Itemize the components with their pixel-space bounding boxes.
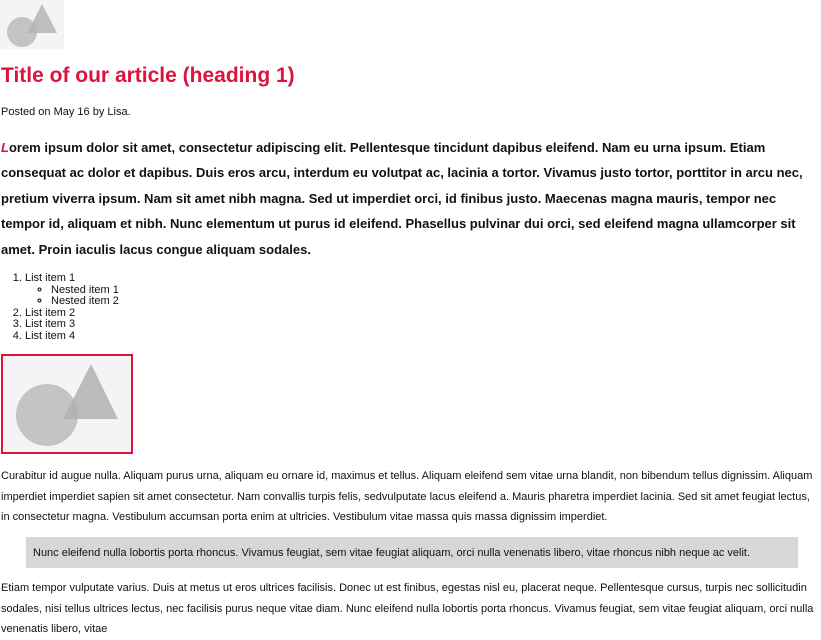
lead-paragraph: [1, 135, 819, 262]
lead-text: orem ipsum dolor sit amet, consectetur adipiscing elit. Pellentesque tincidunt dapibus eleifend. Nam eu urna ipsum. Etiam consequat ac dolor et dapibus. Duis eros arcu, interdum eu volutpat ac, lacinia a tortor. Vivamus justo tortor, porttitor in arcu nec, pretium viverra ipsum. Nam sit amet nibh magna. Sed ut imperdiet orci, id finibus justo. Maecenas magna mauris, tempor nec tempor id, aliquam et nibh. Nunc elementum ut purus id eleifend. Phasellus pulvinar dui orci, sed eleifend magna ullamcorper sit amet. Proin iaculis lacus congue aliquam sodales.: [1, 140, 803, 257]
list-item: 4. List item 4: [25, 331, 119, 343]
article-meta: Posted on May 16 by Lisa.: [1, 106, 131, 118]
ordered-list: [25, 273, 119, 343]
site-logo[interactable]: [0, 0, 64, 49]
nested-list-item: ◦ Nested item 2: [51, 296, 119, 308]
list-item-label: List item 1: [25, 272, 76, 284]
blockquote: Nunc eleifend nulla lobortis porta rhoncus. Vivamus feugiat, sem vitae feugiat aliquam, orci nulla venenatis libero, vitae rhoncus nibh neque ac velit.: [26, 537, 798, 568]
body-paragraph: Etiam tempor vulputate varius. Duis at metus ut eros ultrices facilisis. Donec ut est finibus, egestas nisl eu, placerat neque. Pellentesque cursus, turpis nec sollicitudin sodales, nisi tellus ultrices lectus, nec facilisis purus neque vitae diam. Nunc eleifend nulla lobortis porta rhoncus. Vivamus feugiat, sem vitae feugiat aliquam, orci nulla venenatis libero, vitae: [1, 582, 814, 635]
list-item: [25, 273, 119, 308]
drop-cap: L: [1, 140, 9, 155]
article-figure: [1, 354, 133, 454]
shapes-logo-icon: [0, 0, 64, 49]
shapes-placeholder-icon: [3, 356, 131, 452]
body-paragraph: Curabitur id augue nulla. Aliquam purus urna, aliquam eu ornare id, maximus et tellus. Aliquam eleifend sem vitae urna blandit, non bibendum tellus dignissim. Aliquam imperdiet imperdiet sapien sit amet consectetur. Nam convallis turpis felis, sedvulputate lacus eleifend a. Mauris pharetra imperdiet lacinia. Sed sit amet feugiat lectus, in consectetur magna. Vestibulum accumsan porta enim at ultricies. Vestibulum vitae massa quis massa dignissim imperdiet.: [1, 470, 813, 523]
nested-list: [25, 285, 119, 308]
article-title: Title of our article (heading 1): [1, 64, 295, 87]
list-item: 3. List item 3: [25, 319, 119, 331]
nested-list-item: ◦ Nested item 1: [51, 285, 119, 297]
list-item: 2. List item 2: [25, 308, 119, 320]
